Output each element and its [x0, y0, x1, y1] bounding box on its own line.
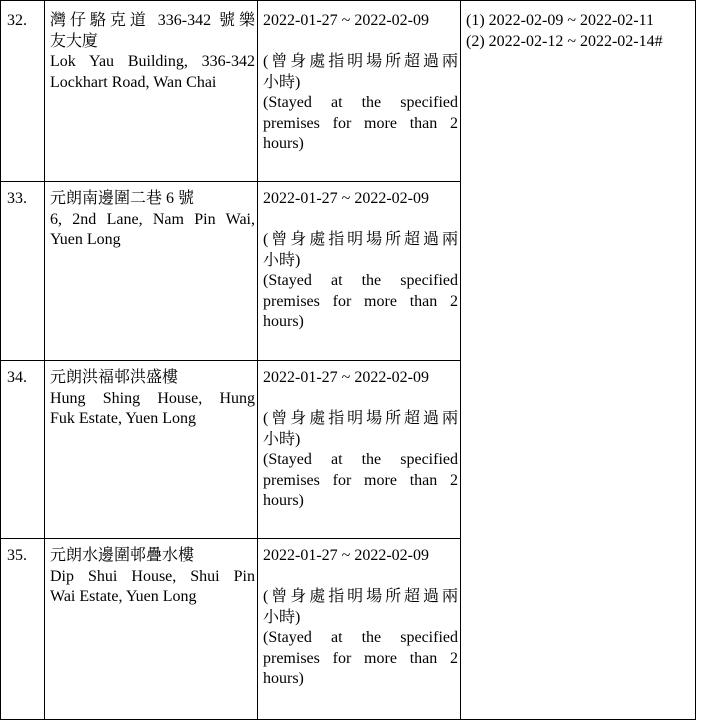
- specimen-dates-cell: [466, 11, 692, 52]
- blank-line: [263, 389, 458, 410]
- note-zh-line: (曾身處指明場所超過兩: [263, 410, 458, 427]
- address-en-line: Dip Shui House, Shui Pin: [50, 567, 255, 585]
- note-zh-line: (曾身處指明場所超過兩: [263, 53, 458, 70]
- note-zh-line: 小時): [263, 430, 301, 448]
- note-en-line: (Stayed at the specified: [263, 629, 458, 646]
- note-en-line: hours): [263, 492, 304, 509]
- row-separator-34-35: [0, 538, 461, 539]
- exposure-date-cell: [263, 189, 458, 333]
- note-en-line: hours): [263, 670, 304, 687]
- row-number: 33.: [7, 190, 27, 207]
- address-en-line: Lockhart Road, Wan Chai: [50, 73, 217, 91]
- date-range: 2022-01-27 ~ 2022-02-09: [263, 369, 429, 386]
- note-en-line: (Stayed at the specified: [263, 451, 458, 468]
- row-separator-32-33: [0, 181, 461, 182]
- note-zh-line: (曾身處指明場所超過兩: [263, 231, 458, 248]
- exposure-date-cell: [263, 11, 458, 155]
- address-en-line: Yuen Long: [50, 231, 121, 248]
- address-en-line: 6, 2nd Lane, Nam Pin Wai,: [50, 210, 255, 228]
- exposure-date-cell: [263, 546, 458, 690]
- address-zh-line: 元朗南邊圍二巷 6 號: [50, 190, 195, 207]
- date-range: 2022-01-27 ~ 2022-02-09: [263, 12, 429, 29]
- row-number: 35.: [7, 547, 27, 564]
- address-cell: [50, 11, 255, 93]
- note-en-line: premises for more than 2: [263, 292, 458, 310]
- address-zh-line: 友大廈: [50, 32, 99, 50]
- blank-line: [263, 567, 458, 588]
- address-cell: [50, 368, 255, 430]
- address-zh-line: 元朗水邊圍邨疊水樓: [50, 547, 195, 564]
- specimen-date-line: (2) 2022-02-12 ~ 2022-02-14#: [466, 32, 663, 50]
- blank-line: [263, 210, 458, 231]
- note-en-line: premises for more than 2: [263, 471, 458, 489]
- address-cell: [50, 546, 255, 608]
- date-range: 2022-01-27 ~ 2022-02-09: [263, 547, 429, 564]
- note-en-line: (Stayed at the specified: [263, 272, 458, 289]
- note-en-line: premises for more than 2: [263, 114, 458, 132]
- exposure-date-cell: [263, 368, 458, 512]
- row-number: 34.: [7, 369, 27, 386]
- blank-line: [263, 32, 458, 53]
- table-bottom-border: [0, 719, 696, 720]
- address-en-line: Hung Shing House, Hung: [50, 389, 255, 407]
- address-en-line: Wai Estate, Yuen Long: [50, 588, 197, 605]
- table-vertical-line-right: [695, 0, 696, 720]
- address-zh-line: 灣仔駱克道 336-342 號樂: [50, 12, 255, 29]
- note-en-line: hours): [263, 313, 304, 330]
- address-zh-line: 元朗洪福邨洪盛樓: [50, 369, 179, 386]
- date-range: 2022-01-27 ~ 2022-02-09: [263, 190, 429, 207]
- note-zh-line: 小時): [263, 251, 301, 269]
- specimen-date-line: (1) 2022-02-09 ~ 2022-02-11: [466, 12, 655, 29]
- note-en-line: hours): [263, 135, 304, 152]
- note-en-line: (Stayed at the specified: [263, 94, 458, 111]
- note-zh-line: 小時): [263, 73, 301, 91]
- row-number: 32.: [7, 12, 27, 29]
- address-en-line: Fuk Estate, Yuen Long: [50, 410, 197, 427]
- address-en-line: Lok Yau Building, 336-342: [50, 53, 255, 70]
- address-cell: [50, 189, 255, 251]
- note-zh-line: 小時): [263, 608, 301, 626]
- table-top-border: [0, 0, 696, 1]
- note-zh-line: (曾身處指明場所超過兩: [263, 588, 458, 605]
- row-separator-33-34: [0, 360, 461, 361]
- note-en-line: premises for more than 2: [263, 649, 458, 667]
